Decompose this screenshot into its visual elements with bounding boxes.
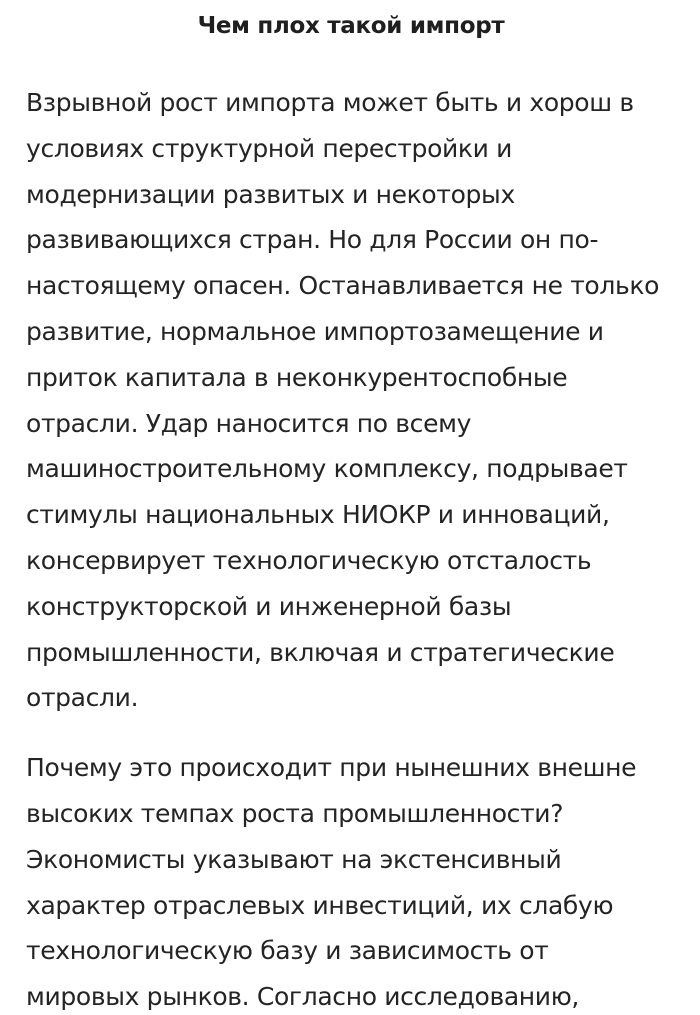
paragraph-line: условиях структурной перестройки и [26,133,513,163]
paragraph-import-danger [26,80,676,721]
paragraph-line: приток капитала в неконкурентоспобные [26,362,568,392]
paragraph-line: мировых рынков. Согласно исследованию, [26,982,579,1012]
paragraph-line: высоких темпах роста промышленности? [26,798,564,828]
paragraph-line: промышленности, включая и стратегические [26,637,615,667]
article-heading: Чем плох такой импорт [197,13,505,39]
paragraph-line: характер отраслевых инвестиций, их слабую [26,890,614,920]
paragraph-line: консервирует технологическую отсталость [26,545,592,575]
paragraph-line: стимулы национальных НИОКР и инноваций, [26,500,610,530]
paragraph-line: развивающихся стран. Но для России он по- [26,225,599,255]
paragraph-line: технологическую базу и зависимость от [26,936,549,966]
paragraph-line: отрасли. Удар наносится по всему [26,408,472,438]
paragraph-line: Почему это происходит при нынешних внешне [26,753,637,783]
paragraph-line: настоящему опасен. Останавливается не только [26,271,660,301]
paragraph-line: развитие, нормальное импортозамещение и [26,316,604,346]
paragraph-line: отрасли. [26,683,139,713]
paragraph-line: Экономисты указывают на экстенсивный [26,844,562,874]
paragraph-line: машиностроительному комплексу, подрывает [26,454,628,484]
paragraph-line: модернизации развитых и некоторых [26,179,515,209]
paragraph-why-it-happens [26,745,676,1015]
paragraph-line: Взрывной рост импорта может быть и хорош в [26,88,634,117]
paragraph-line: конструкторской и инженерной базы [26,591,512,621]
